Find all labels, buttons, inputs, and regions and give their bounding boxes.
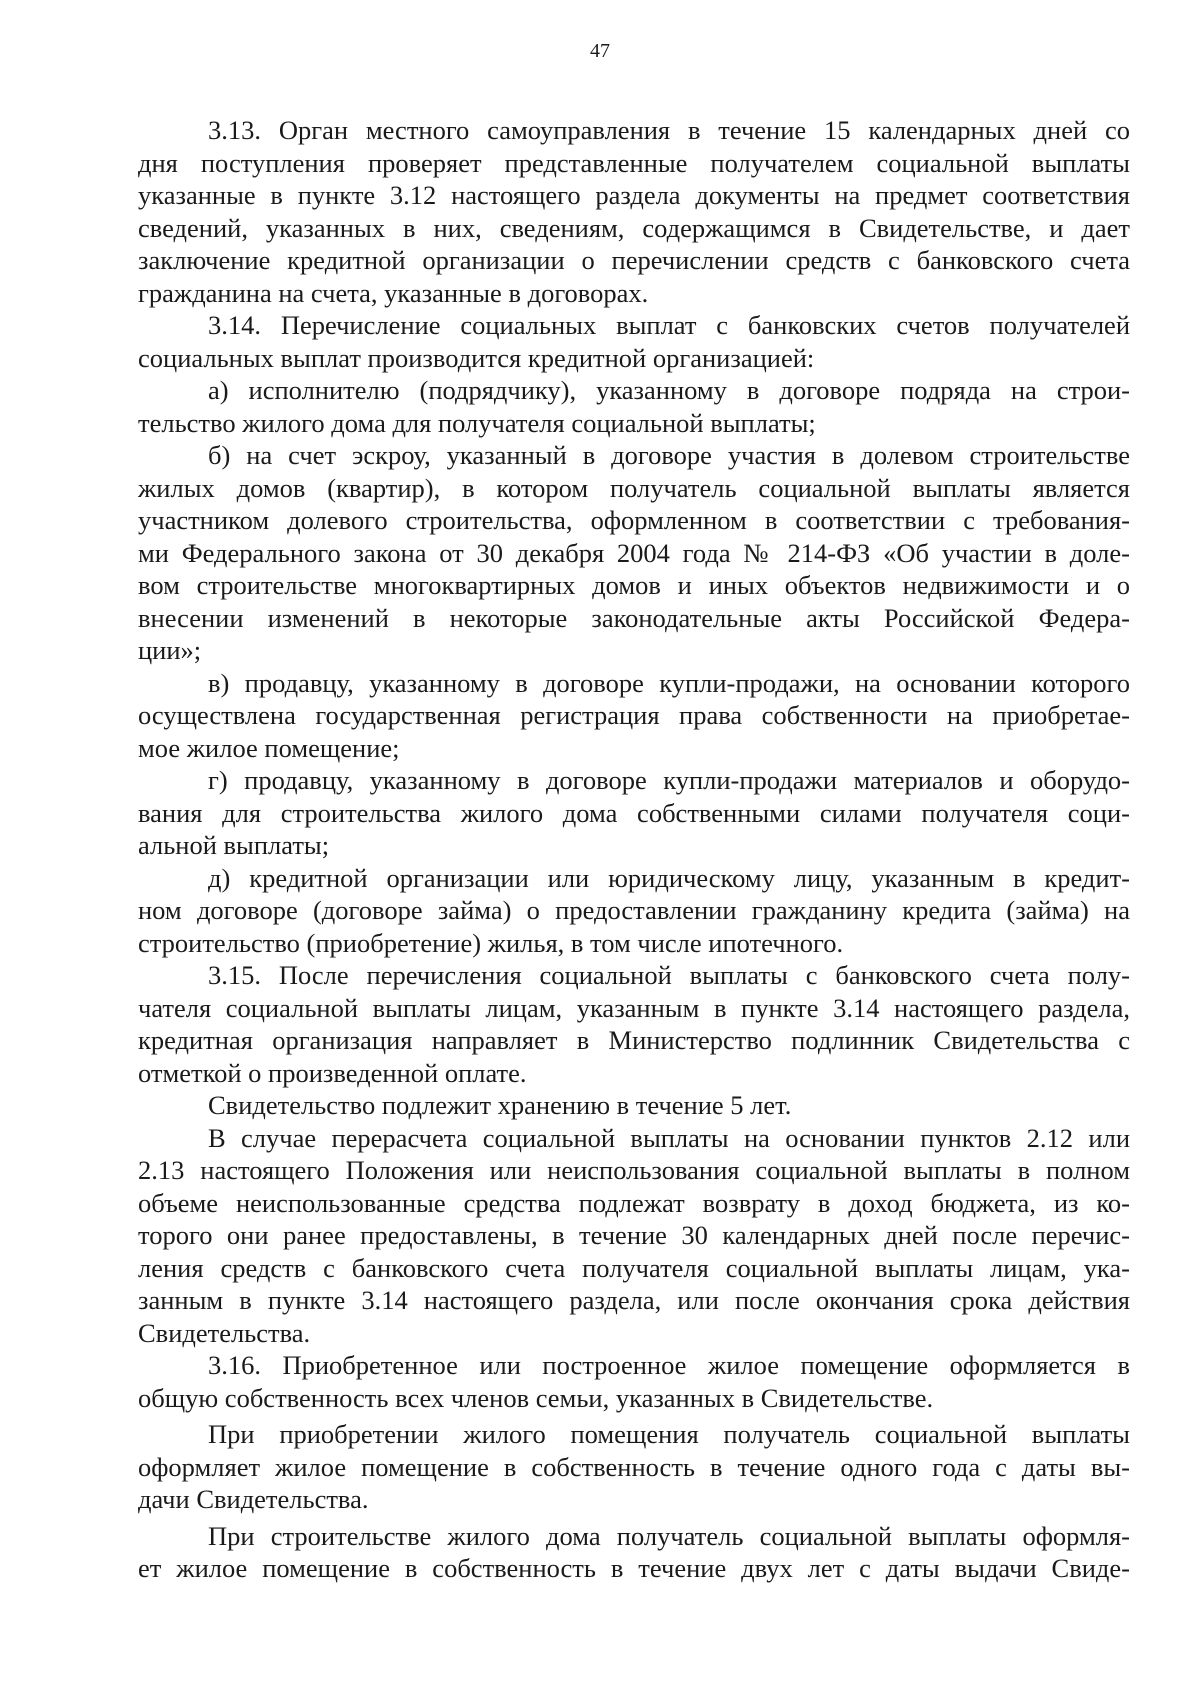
text-line: вом строительстве многоквартирных домов и иных объектов недвижимости и о	[138, 570, 1130, 600]
text-line: торого они ранее предоставлены, в течение 30 календарных дней после перечис-	[138, 1220, 1130, 1250]
text-line: гражданина на счета, указанные в договорах.	[138, 277, 649, 308]
paragraph-3-14-a	[138, 374, 1130, 439]
text-line: общую собственность всех членов семьи, указанных в Свидетельстве.	[138, 1382, 934, 1413]
text-line: 3.14. Перечисление социальных выплат с банковских счетов получателей	[208, 310, 1130, 340]
text-line: ми Федерального закона от 30 декабря 2004 года № 214-ФЗ «Об участии в доле-	[138, 537, 1130, 568]
text-line: заключение кредитной организации о перечислении средств с банковского счета	[138, 245, 1130, 275]
text-line: 3.13. Орган местного самоуправления в течение 15 календарных дней со	[208, 115, 1130, 145]
text-line: В случае перерасчета социальной выплаты на основании пунктов 2.12 или	[208, 1122, 1130, 1153]
text-line: Свидетельства.	[138, 1317, 311, 1348]
text-line: 3.16. Приобретенное или построенное жилое помещение оформляется в	[208, 1350, 1130, 1380]
document-body	[138, 114, 1130, 1585]
text-line: 3.15. После перечисления социальной выплаты с банковского счета полу-	[208, 960, 1130, 990]
paragraph-3-14-d	[138, 862, 1130, 960]
paragraph-3-15-storage	[138, 1089, 1130, 1122]
text-line: г) продавцу, указанному в договоре купли-продажи материалов и оборудо-	[208, 765, 1130, 795]
paragraph-3-13	[138, 114, 1130, 309]
text-line: жилых домов (квартир), в котором получатель социальной выплаты является	[138, 472, 1130, 503]
text-line: б) на счет эскроу, указанный в договоре участия в долевом строительстве	[208, 440, 1130, 470]
text-line: Свидетельство подлежит хранению в течение 5 лет.	[208, 1090, 792, 1120]
text-line: строительство (приобретение) жилья, в том числе ипотечного.	[138, 927, 844, 958]
text-line: кредитная организация направляет в Министерство подлинник Свидетельства с	[138, 1025, 1130, 1055]
text-line: в) продавцу, указанному в договоре купли-продажи, на основании которого	[208, 667, 1130, 698]
text-line: отметкой о произведенной оплате.	[138, 1057, 527, 1088]
text-line: осуществлена государственная регистрация права собственности на приобретае-	[138, 700, 1130, 730]
text-line: При приобретении жилого помещения получатель социальной выплаты	[208, 1419, 1130, 1449]
text-line: ления средств с банковского счета получателя социальной выплаты лицам, ука-	[138, 1252, 1130, 1283]
text-line: тельство жилого дома для получателя социальной выплаты;	[138, 407, 816, 438]
paragraph-3-16-construction	[138, 1520, 1130, 1585]
text-line: 2.13 настоящего Положения или неиспользования социальной выплаты в полном	[138, 1155, 1130, 1185]
paragraph-3-16	[138, 1349, 1130, 1414]
text-line: вания для строительства жилого дома собственными силами получателя соци-	[138, 797, 1130, 828]
text-line: При строительстве жилого дома получатель социальной выплаты оформля-	[208, 1520, 1130, 1551]
text-line: сведений, указанных в них, сведениям, содержащимся в Свидетельстве, и дает	[138, 212, 1130, 243]
paragraph-3-16-purchase	[138, 1418, 1130, 1516]
text-line: дня поступления проверяет представленные получателем социальной выплаты	[138, 147, 1130, 178]
paragraph-3-14-v	[138, 667, 1130, 765]
text-line: ном договоре (договоре займа) о предоставлении гражданину кредита (займа) на	[138, 895, 1130, 925]
text-line: социальных выплат производится кредитной организацией:	[138, 342, 815, 373]
text-line: а) исполнителю (подрядчику), указанному в договоре подряда на строи-	[208, 375, 1130, 405]
text-line: указанные в пункте 3.12 настоящего раздела документы на предмет соответствия	[138, 180, 1130, 210]
text-line: д) кредитной организации или юридическому лицу, указанным в кредит-	[208, 862, 1130, 893]
paragraph-3-15-recalculation	[138, 1122, 1130, 1350]
paragraph-3-14	[138, 309, 1130, 374]
text-line: альной выплаты;	[138, 830, 330, 860]
text-line: чателя социальной выплаты лицам, указанным в пункте 3.14 настоящего раздела,	[138, 992, 1130, 1023]
paragraph-3-15	[138, 959, 1130, 1089]
page-number: 47	[590, 40, 610, 62]
text-line: дачи Свидетельства.	[138, 1484, 369, 1514]
paragraph-3-14-b	[138, 439, 1130, 667]
paragraph-3-14-g	[138, 764, 1130, 862]
text-line: ет жилое помещение в собственность в течение двух лет с даты выдачи Свиде-	[138, 1553, 1130, 1583]
text-line: мое жилое помещение;	[138, 732, 400, 763]
text-line: объеме неиспользованные средства подлежат возврату в доход бюджета, из ко-	[138, 1187, 1130, 1218]
text-line: занным в пункте 3.14 настоящего раздела, или после окончания срока действия	[138, 1285, 1130, 1315]
text-line: ции»;	[138, 635, 202, 665]
text-line: участником долевого строительства, оформленном в соответствии с требования-	[138, 505, 1130, 535]
text-line: оформляет жилое помещение в собственность в течение одного года с даты вы-	[138, 1451, 1130, 1482]
text-line: внесении изменений в некоторые законодательные акты Российской Федера-	[138, 602, 1130, 633]
